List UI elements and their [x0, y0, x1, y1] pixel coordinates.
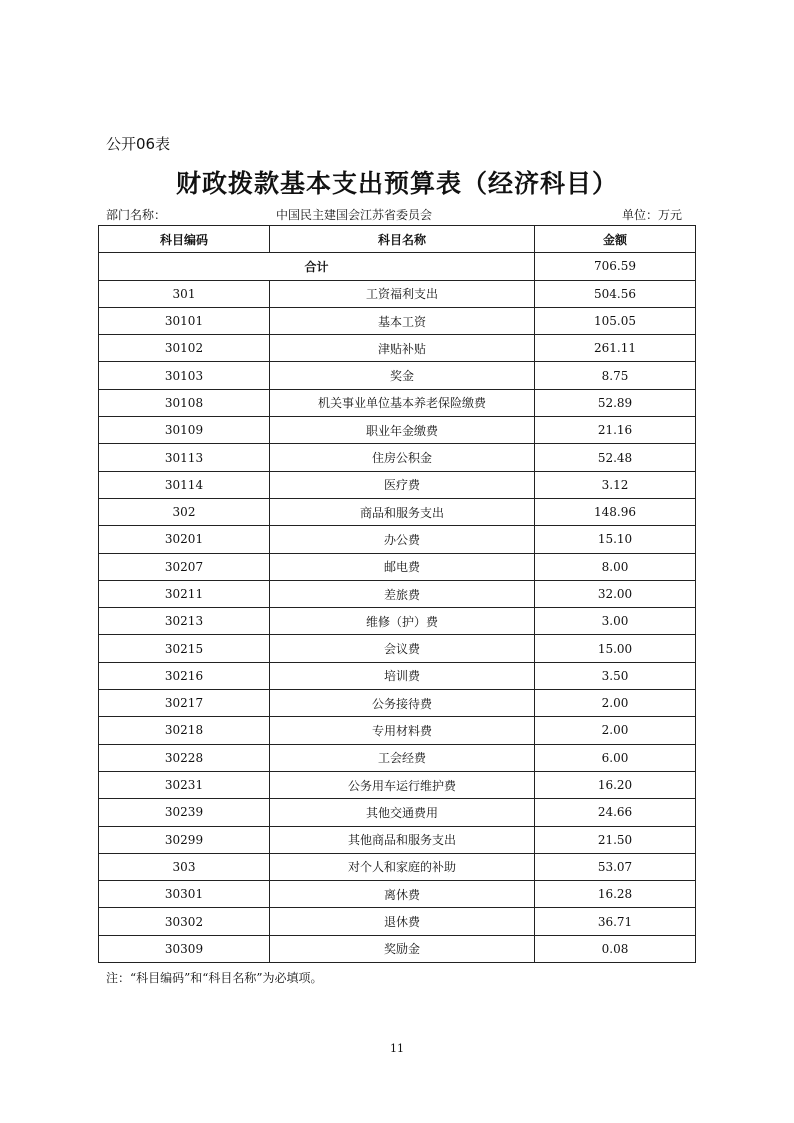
page-title: 财政拨款基本支出预算表（经济科目） — [175, 169, 618, 198]
cell-amount: 53.07 — [535, 853, 696, 880]
cell-code: 30228 — [99, 744, 270, 771]
table-row — [99, 553, 696, 580]
cell-code: 302 — [99, 498, 270, 525]
form-number: 公开06表 — [106, 135, 171, 153]
cell-code: 301 — [99, 280, 270, 307]
cell-name: 维修（护）费 — [270, 608, 535, 635]
table-row — [99, 881, 696, 908]
cell-code: 30109 — [99, 417, 270, 444]
cell-name: 退休费 — [270, 908, 535, 935]
cell-name: 其他商品和服务支出 — [270, 826, 535, 853]
header-name: 科目名称 — [270, 226, 535, 253]
department-value: 中国民主建国会江苏省委员会 — [276, 208, 433, 222]
table-row — [99, 799, 696, 826]
cell-name: 对个人和家庭的补助 — [270, 853, 535, 880]
cell-name: 工资福利支出 — [270, 280, 535, 307]
cell-name: 工会经费 — [270, 744, 535, 771]
cell-amount: 6.00 — [535, 744, 696, 771]
cell-name: 公务接待费 — [270, 690, 535, 717]
total-amount: 706.59 — [535, 253, 696, 280]
page-number: 11 — [390, 1042, 404, 1055]
cell-name: 奖励金 — [270, 935, 535, 962]
cell-code: 303 — [99, 853, 270, 880]
cell-name: 商品和服务支出 — [270, 498, 535, 525]
table-row — [99, 635, 696, 662]
cell-name: 离休费 — [270, 881, 535, 908]
cell-name: 基本工资 — [270, 307, 535, 334]
cell-name: 邮电费 — [270, 553, 535, 580]
cell-amount: 36.71 — [535, 908, 696, 935]
cell-name: 其他交通费用 — [270, 799, 535, 826]
cell-name: 差旅费 — [270, 580, 535, 607]
cell-amount: 105.05 — [535, 307, 696, 334]
cell-name: 医疗费 — [270, 471, 535, 498]
cell-amount: 15.00 — [535, 635, 696, 662]
table-row — [99, 417, 696, 444]
cell-amount: 52.48 — [535, 444, 696, 471]
cell-amount: 148.96 — [535, 498, 696, 525]
footnote: 注：“科目编码”和“科目名称”为必填项。 — [106, 971, 323, 985]
cell-amount: 21.16 — [535, 417, 696, 444]
cell-amount: 2.00 — [535, 690, 696, 717]
cell-code: 30201 — [99, 526, 270, 553]
table-row — [99, 389, 696, 416]
total-label: 合计 — [99, 253, 535, 280]
table-row — [99, 526, 696, 553]
cell-code: 30301 — [99, 881, 270, 908]
cell-amount: 0.08 — [535, 935, 696, 962]
cell-name: 培训费 — [270, 662, 535, 689]
table-row — [99, 307, 696, 334]
cell-amount: 21.50 — [535, 826, 696, 853]
table-row — [99, 853, 696, 880]
table-row — [99, 580, 696, 607]
cell-name: 机关事业单位基本养老保险缴费 — [270, 389, 535, 416]
table-row — [99, 608, 696, 635]
cell-amount: 3.00 — [535, 608, 696, 635]
table-row — [99, 717, 696, 744]
table-row — [99, 662, 696, 689]
cell-code: 30302 — [99, 908, 270, 935]
cell-name: 住房公积金 — [270, 444, 535, 471]
table-row — [99, 744, 696, 771]
header-code: 科目编码 — [99, 226, 270, 253]
cell-amount: 2.00 — [535, 717, 696, 744]
cell-code: 30207 — [99, 553, 270, 580]
cell-code: 30102 — [99, 335, 270, 362]
cell-code: 30309 — [99, 935, 270, 962]
cell-code: 30114 — [99, 471, 270, 498]
header-amount: 金额 — [535, 226, 696, 253]
cell-code: 30215 — [99, 635, 270, 662]
department-label: 部门名称： — [106, 208, 167, 222]
cell-amount: 8.00 — [535, 553, 696, 580]
table-row — [99, 771, 696, 798]
cell-name: 会议费 — [270, 635, 535, 662]
table-row — [99, 335, 696, 362]
cell-code: 30217 — [99, 690, 270, 717]
cell-name: 奖金 — [270, 362, 535, 389]
table-row — [99, 908, 696, 935]
cell-code: 30218 — [99, 717, 270, 744]
cell-name: 职业年金缴费 — [270, 417, 535, 444]
cell-code: 30113 — [99, 444, 270, 471]
cell-amount: 52.89 — [535, 389, 696, 416]
table-row — [99, 444, 696, 471]
table-row — [99, 498, 696, 525]
cell-code: 30231 — [99, 771, 270, 798]
table-row — [99, 690, 696, 717]
table-row — [99, 935, 696, 962]
cell-amount: 32.00 — [535, 580, 696, 607]
cell-name: 津贴补贴 — [270, 335, 535, 362]
budget-table — [98, 225, 696, 963]
cell-amount: 16.20 — [535, 771, 696, 798]
table-row — [99, 280, 696, 307]
cell-amount: 3.50 — [535, 662, 696, 689]
cell-name: 专用材料费 — [270, 717, 535, 744]
cell-code: 30239 — [99, 799, 270, 826]
cell-amount: 16.28 — [535, 881, 696, 908]
cell-name: 办公费 — [270, 526, 535, 553]
cell-amount: 504.56 — [535, 280, 696, 307]
cell-code: 30103 — [99, 362, 270, 389]
cell-code: 30101 — [99, 307, 270, 334]
cell-code: 30211 — [99, 580, 270, 607]
table-row — [99, 826, 696, 853]
cell-amount: 3.12 — [535, 471, 696, 498]
cell-code: 30108 — [99, 389, 270, 416]
cell-code: 30299 — [99, 826, 270, 853]
table-row — [99, 471, 696, 498]
cell-amount: 8.75 — [535, 362, 696, 389]
cell-code: 30216 — [99, 662, 270, 689]
cell-amount: 15.10 — [535, 526, 696, 553]
table-row — [99, 362, 696, 389]
total-row — [99, 253, 696, 280]
cell-code: 30213 — [99, 608, 270, 635]
cell-amount: 261.11 — [535, 335, 696, 362]
table-header-row — [99, 226, 696, 253]
cell-name: 公务用车运行维护费 — [270, 771, 535, 798]
unit-label: 单位：万元 — [622, 208, 683, 222]
cell-amount: 24.66 — [535, 799, 696, 826]
